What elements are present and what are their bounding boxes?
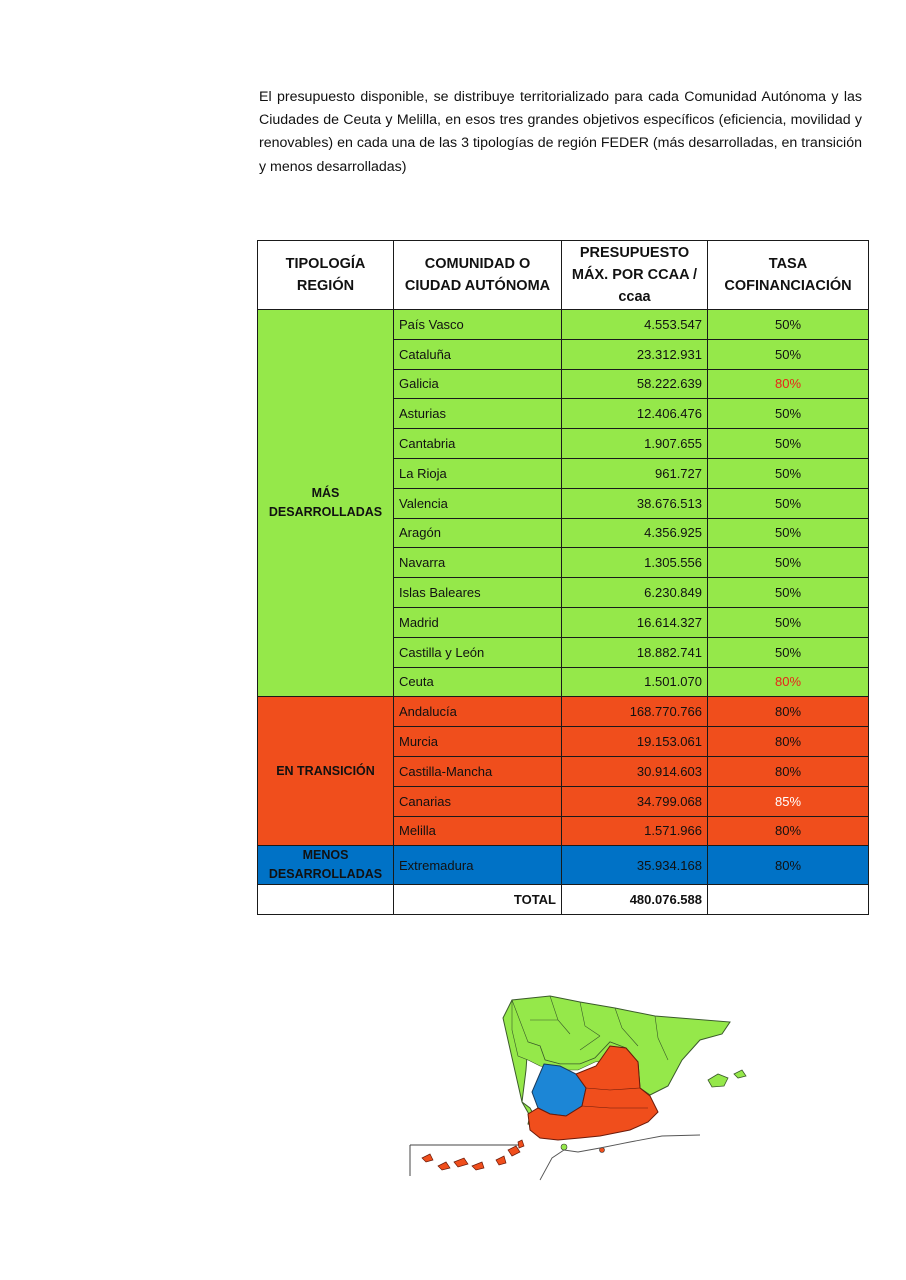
header-comunidad: COMUNIDAD O CIUDAD AUTÓNOMA [394, 241, 562, 310]
region-name: Navarra [394, 548, 562, 578]
region-rate: 80% [708, 816, 869, 846]
region-budget: 1.305.556 [562, 548, 708, 578]
map-coastline [540, 1135, 700, 1180]
region-budget: 23.312.931 [562, 339, 708, 369]
region-budget: 1.501.070 [562, 667, 708, 697]
region-budget: 168.770.766 [562, 697, 708, 727]
region-budget: 6.230.849 [562, 578, 708, 608]
total-label: TOTAL [394, 885, 562, 915]
region-name: País Vasco [394, 310, 562, 340]
region-rate-highlight: 80% [708, 667, 869, 697]
region-rate: 50% [708, 488, 869, 518]
region-name: Canarias [394, 786, 562, 816]
region-rate: 50% [708, 607, 869, 637]
group-menos-desarrolladas: MENOS DESARROLLADAS [258, 846, 394, 885]
table-row [258, 846, 869, 885]
region-rate: 80% [708, 846, 869, 885]
region-budget: 34.799.068 [562, 786, 708, 816]
table-row [258, 697, 869, 727]
region-name: Castilla-Mancha [394, 756, 562, 786]
region-budget: 4.553.547 [562, 310, 708, 340]
region-name: Extremadura [394, 846, 562, 885]
table-header-row [258, 241, 869, 310]
region-name: Castilla y León [394, 637, 562, 667]
region-name: Andalucía [394, 697, 562, 727]
region-budget: 1.907.655 [562, 429, 708, 459]
region-rate: 50% [708, 458, 869, 488]
region-name: La Rioja [394, 458, 562, 488]
total-value: 480.076.588 [562, 885, 708, 915]
group-mas-desarrolladas: MÁS DESARROLLADAS [258, 310, 394, 697]
region-budget: 1.571.966 [562, 816, 708, 846]
region-rate-highlight: 80% [708, 369, 869, 399]
region-name: Madrid [394, 607, 562, 637]
header-tasa: TASA COFINANCIACIÓN [708, 241, 869, 310]
region-budget: 30.914.603 [562, 756, 708, 786]
region-rate: 50% [708, 548, 869, 578]
region-rate: 80% [708, 697, 869, 727]
region-name: Cantabria [394, 429, 562, 459]
table-row [258, 310, 869, 340]
region-name: Islas Baleares [394, 578, 562, 608]
budget-table [257, 240, 869, 915]
region-rate: 50% [708, 339, 869, 369]
region-name: Ceuta [394, 667, 562, 697]
region-budget: 35.934.168 [562, 846, 708, 885]
region-budget: 12.406.476 [562, 399, 708, 429]
region-budget: 18.882.741 [562, 637, 708, 667]
region-rate: 80% [708, 756, 869, 786]
header-presupuesto: PRESUPUESTO MÁX. POR CCAA / ccaa [562, 241, 708, 310]
region-budget: 16.614.327 [562, 607, 708, 637]
region-rate: 50% [708, 310, 869, 340]
region-rate-highlight: 85% [708, 786, 869, 816]
region-rate: 50% [708, 518, 869, 548]
region-budget: 961.727 [562, 458, 708, 488]
group-en-transicion: EN TRANSICIÓN [258, 697, 394, 846]
region-name: Melilla [394, 816, 562, 846]
region-rate: 50% [708, 429, 869, 459]
region-name: Asturias [394, 399, 562, 429]
region-budget: 4.356.925 [562, 518, 708, 548]
region-budget: 58.222.639 [562, 369, 708, 399]
region-rate: 80% [708, 727, 869, 757]
region-rate: 50% [708, 578, 869, 608]
region-name: Galicia [394, 369, 562, 399]
region-name: Murcia [394, 727, 562, 757]
intro-paragraph: El presupuesto disponible, se distribuye territorializado para cada Comunidad Autónoma y las Ciudades de Ceuta y Melilla, en esos tres grandes objetivos específicos (eficiencia, movilidad y renovables) en cada una de las 3 tipologías de región FEDER (más desarrolladas, en transición y menos desarrolladas) [259, 89, 862, 175]
region-name: Aragón [394, 518, 562, 548]
region-rate: 50% [708, 399, 869, 429]
header-tipologia: TIPOLOGÍA REGIÓN [258, 241, 394, 310]
empty-cell [258, 885, 394, 915]
empty-cell [708, 885, 869, 915]
spain-regions-map [400, 990, 760, 1190]
total-row [258, 885, 869, 915]
map-region-ceuta [561, 1144, 567, 1150]
region-rate: 50% [708, 637, 869, 667]
region-name: Valencia [394, 488, 562, 518]
region-budget: 19.153.061 [562, 727, 708, 757]
map-region-baleares [708, 1070, 746, 1087]
region-name: Cataluña [394, 339, 562, 369]
region-budget: 38.676.513 [562, 488, 708, 518]
